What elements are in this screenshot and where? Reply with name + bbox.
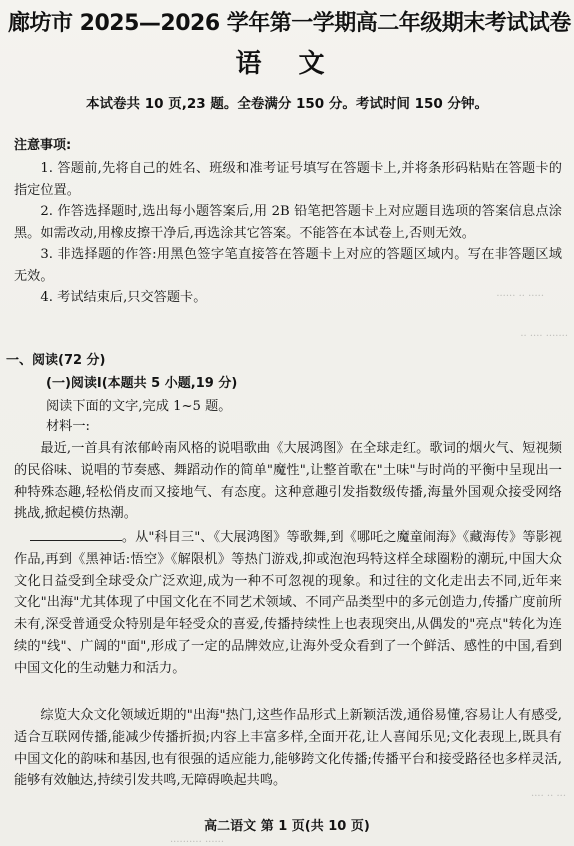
notice-item-1: 1. 答题前,先将自己的姓名、班级和准考证号填写在答题卡上,并将条形码粘贴在答题卡的指定位置。 xyxy=(14,161,562,198)
bleed-through-mark: ···· ·· ··· xyxy=(531,791,566,802)
passage-paragraph-2 xyxy=(14,527,562,680)
page-footer: 高二语文 第 1 页(共 10 页) xyxy=(204,819,370,834)
material-label: 材料一: xyxy=(46,419,91,434)
exam-info: 本试卷共 10 页,23 题。全卷满分 150 分。考试时间 150 分钟。 xyxy=(86,96,488,112)
fill-in-blank xyxy=(30,527,122,541)
bleed-through-mark: ······ ·· ····· xyxy=(496,291,544,302)
notice-heading: 注意事项: xyxy=(14,138,72,153)
passage-paragraph-1: 最近,一首具有浓郁岭南风格的说唱歌曲《大展鸿图》在全球走红。歌词的烟火气、短视频的民俗味、说唱的节奏感、舞蹈动作的简单"魔性",让整首歌在"土味"与时尚的平衡中呈现出一种特殊态趣,轻松俏皮而又接地气、有态度。这种意趣引发指数级传播,海量外国观众接受网络挑战,掀起模仿热潮。 xyxy=(14,441,562,522)
passage-paragraph-2-text: 。从"科目三"、《大展鸿图》等歌舞,到《哪吒之魔童闹海》《藏海传》等影视作品,再到《黑神话:悟空》《解限机》等热门游戏,抑或泡泡玛特这样全球圈粉的潮玩,中国大众文化日益受到全球受众广泛欢迎,成为一种不可忽视的现象。和过往的文化走出去不同,近年来文化"出海"尤其体现了中国文化在不同艺术领域、不同产品类型中的多元创造力,传播广度前所未有,深受普通受众特别是年轻受众的喜爱,传播持续性上也表现突出,从偶发的"亮点"转化为连续的"线"、广阔的"面",形成了一定的品牌效应,让海外受众看到了一个鲜活、感性的中国,看到中国文化的生动魅力和活力。 xyxy=(14,530,562,676)
notice-item-3: 3. 非选择题的作答:用黑色签字笔直接答在答题卡上对应的答题区域内。写在非答题区域无效。 xyxy=(14,247,562,284)
section-heading: 一、阅读(72 分) xyxy=(6,353,106,368)
notice-item-4: 4. 考试结束后,只交答题卡。 xyxy=(40,290,207,305)
notice-list xyxy=(14,158,562,309)
notice-item-2: 2. 作答选择题时,选出每小题答案后,用 2B 铅笔把答题卡上对应题目选项的答案信息点涂黑。如需改动,用橡皮擦干净后,再选涂其它答案。不能答在本试卷上,否则无效。 xyxy=(14,204,562,241)
bleed-through-mark: ·· ···· ······· xyxy=(520,331,568,342)
section-subheading: (一)阅读Ⅰ(本题共 5 小题,19 分) xyxy=(46,376,238,391)
exam-title: 廊坊市 2025—2026 学年第一学期高二年级期末考试试卷 xyxy=(8,11,571,36)
subject-title: 语 文 xyxy=(235,49,339,79)
reading-instruction: 阅读下面的文字,完成 1~5 题。 xyxy=(46,399,232,414)
bleed-through-mark: ·········· ······ xyxy=(170,837,225,846)
passage-paragraph-3: 综览大众文化领域近期的"出海"热门,这些作品形式上新颖活泼,通俗易懂,容易让人有感受,适合互联网传播,能减少传播折损;内容上丰富多样,全面开花,让人喜闻乐见;文化表现上,既具有中国文化的韵味和基因,也有很强的适应能力,能够跨文化传播;传播平台和接受路径也多样灵活,能够有效触达,持续引发共鸣,无障碍唤起共鸣。 xyxy=(14,708,562,789)
